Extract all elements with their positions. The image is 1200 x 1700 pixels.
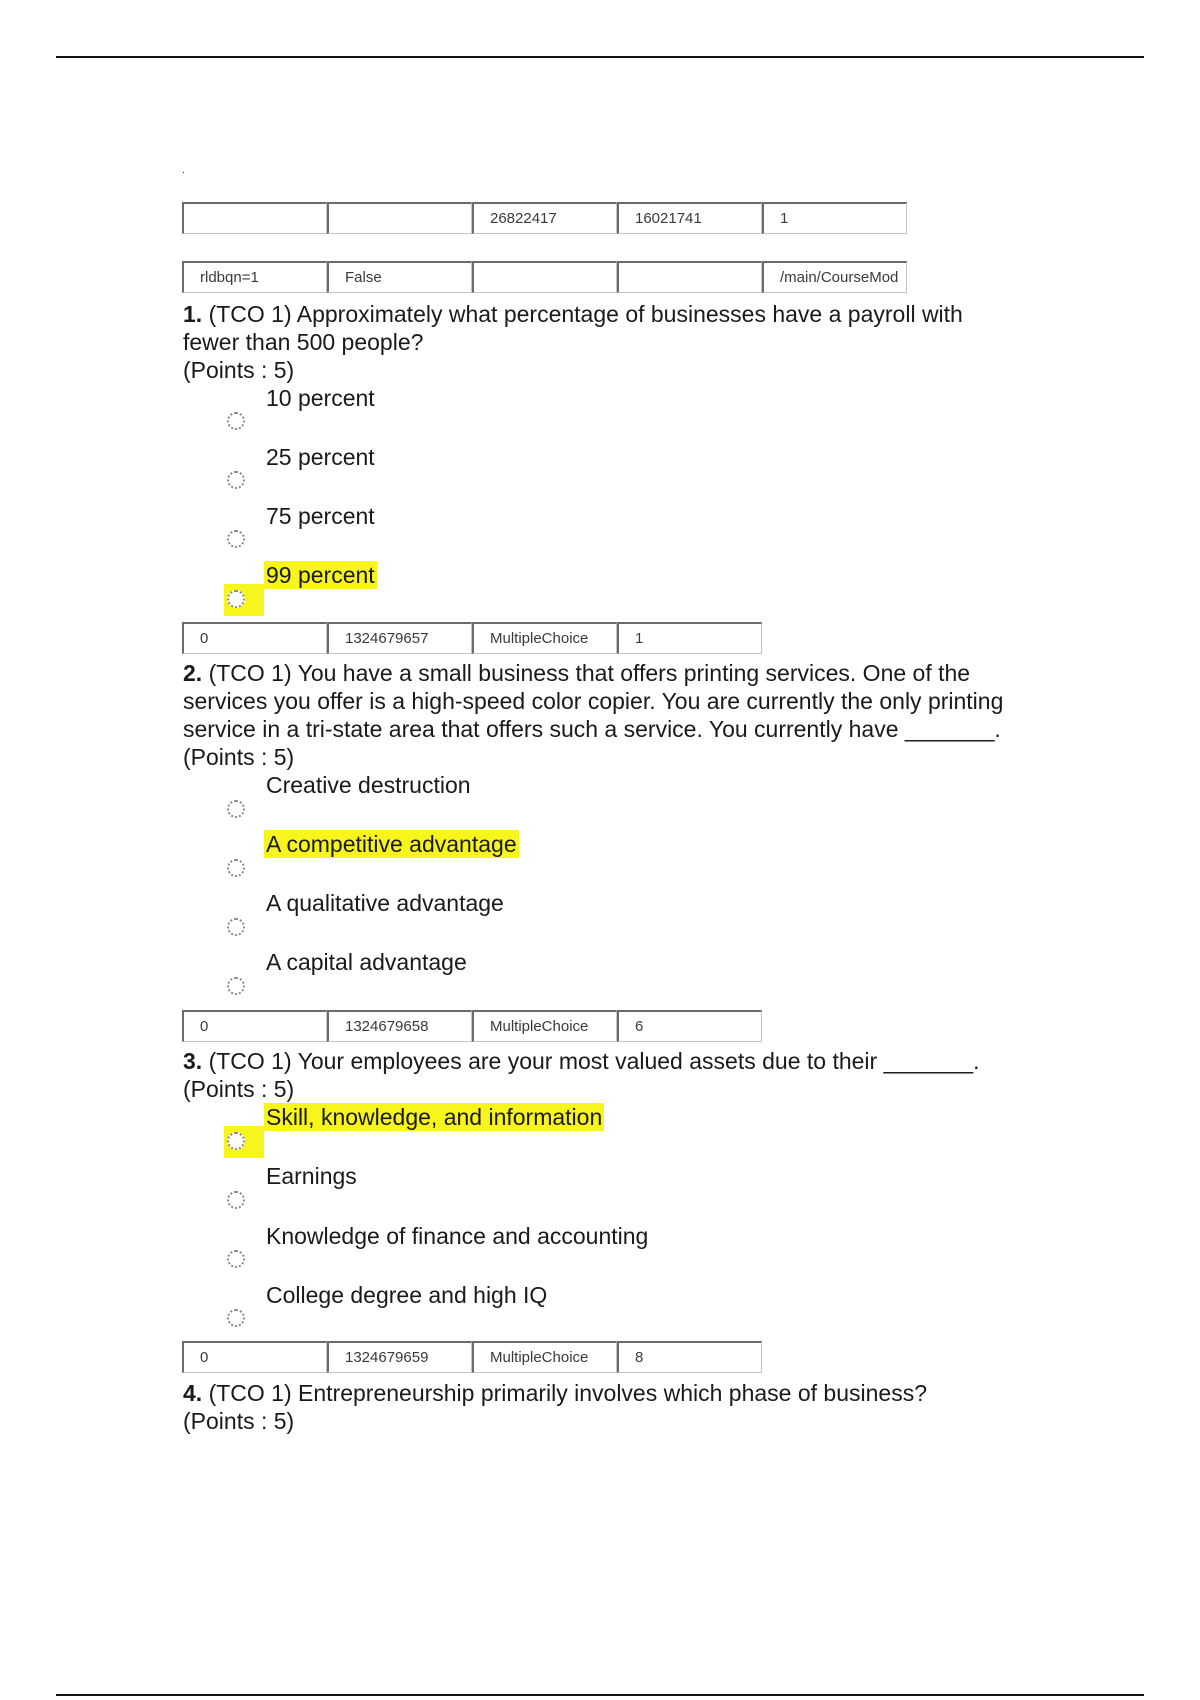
question-points: (Points : 5) <box>183 357 295 383</box>
option-radio[interactable] <box>224 794 264 826</box>
question-number: 1. <box>183 301 203 327</box>
hidden-field[interactable]: 0 <box>182 1341 327 1373</box>
question-points: (Points : 5) <box>183 1408 295 1434</box>
hidden-field[interactable] <box>182 202 327 234</box>
hidden-field[interactable] <box>327 202 472 234</box>
question-number: 3. <box>183 1048 203 1074</box>
question-text <box>183 659 970 687</box>
option-label: A qualitative advantage <box>266 890 504 916</box>
header-mark: . <box>182 165 185 176</box>
option-radio[interactable] <box>224 406 264 438</box>
hidden-field[interactable]: MultipleChoice <box>472 1010 617 1042</box>
option-radio[interactable] <box>224 971 264 1003</box>
option-label: 10 percent <box>266 385 375 411</box>
option-label-highlighted: 99 percent <box>266 562 375 588</box>
question-line: fewer than 500 people? <box>183 329 424 355</box>
option-label: 25 percent <box>266 444 375 470</box>
option-label: Knowledge of finance and accounting <box>266 1223 649 1249</box>
option-radio[interactable] <box>224 912 264 944</box>
question-line: service in a tri-state area that offers such a service. You currently have _______. <box>183 716 1001 742</box>
option-radio[interactable] <box>224 465 264 497</box>
hidden-field[interactable]: 16021741 <box>617 202 762 234</box>
question-line: (TCO 1) Your employees are your most valued assets due to their _______. <box>208 1048 980 1074</box>
question-text <box>183 300 963 328</box>
option-label: 75 percent <box>266 503 375 529</box>
question-line: (TCO 1) You have a small business that offers printing services. One of the <box>208 660 971 686</box>
option-radio-highlighted[interactable] <box>224 1126 264 1158</box>
top-rule <box>56 56 1144 58</box>
option-radio[interactable] <box>224 853 264 885</box>
option-radio[interactable] <box>224 1244 264 1276</box>
question-line: (TCO 1) Approximately what percentage of businesses have a payroll with <box>208 301 963 327</box>
question-number: 4. <box>183 1380 203 1406</box>
hidden-field[interactable] <box>472 261 617 293</box>
hidden-field[interactable]: MultipleChoice <box>472 1341 617 1373</box>
option-label: A capital advantage <box>266 949 467 975</box>
hidden-field[interactable]: False <box>327 261 472 293</box>
question-number: 2. <box>183 660 203 686</box>
option-radio[interactable] <box>224 1303 264 1335</box>
question-line: services you offer is a high-speed color copier. You are currently the only printing <box>183 688 1004 714</box>
hidden-field[interactable]: /main/CourseMod <box>762 261 907 293</box>
question-points: (Points : 5) <box>183 744 295 770</box>
question-text <box>183 1047 980 1075</box>
hidden-field[interactable]: 1 <box>762 202 907 234</box>
hidden-field[interactable]: 0 <box>182 1010 327 1042</box>
option-radio[interactable] <box>224 1185 264 1217</box>
option-label-highlighted: A competitive advantage <box>266 831 517 857</box>
hidden-field[interactable]: rldbqn=1 <box>182 261 327 293</box>
hidden-field[interactable]: 1324679657 <box>327 622 472 654</box>
hidden-field[interactable]: 0 <box>182 622 327 654</box>
hidden-field[interactable]: 6 <box>617 1010 762 1042</box>
option-radio-highlighted[interactable] <box>224 584 264 616</box>
option-label-highlighted: Skill, knowledge, and information <box>266 1104 603 1130</box>
hidden-field[interactable]: 8 <box>617 1341 762 1373</box>
hidden-field[interactable] <box>617 261 762 293</box>
bottom-rule <box>56 1694 1144 1696</box>
option-label: Earnings <box>266 1163 357 1189</box>
option-radio[interactable] <box>224 524 264 556</box>
question-points: (Points : 5) <box>183 1076 295 1102</box>
option-label: College degree and high IQ <box>266 1282 548 1308</box>
hidden-field[interactable]: 1 <box>617 622 762 654</box>
hidden-field[interactable]: 1324679659 <box>327 1341 472 1373</box>
question-line: (TCO 1) Entrepreneurship primarily involves which phase of business? <box>208 1380 928 1406</box>
option-label: Creative destruction <box>266 772 471 798</box>
hidden-field[interactable]: 1324679658 <box>327 1010 472 1042</box>
hidden-field[interactable]: 26822417 <box>472 202 617 234</box>
hidden-field[interactable]: MultipleChoice <box>472 622 617 654</box>
question-text <box>183 1379 927 1407</box>
